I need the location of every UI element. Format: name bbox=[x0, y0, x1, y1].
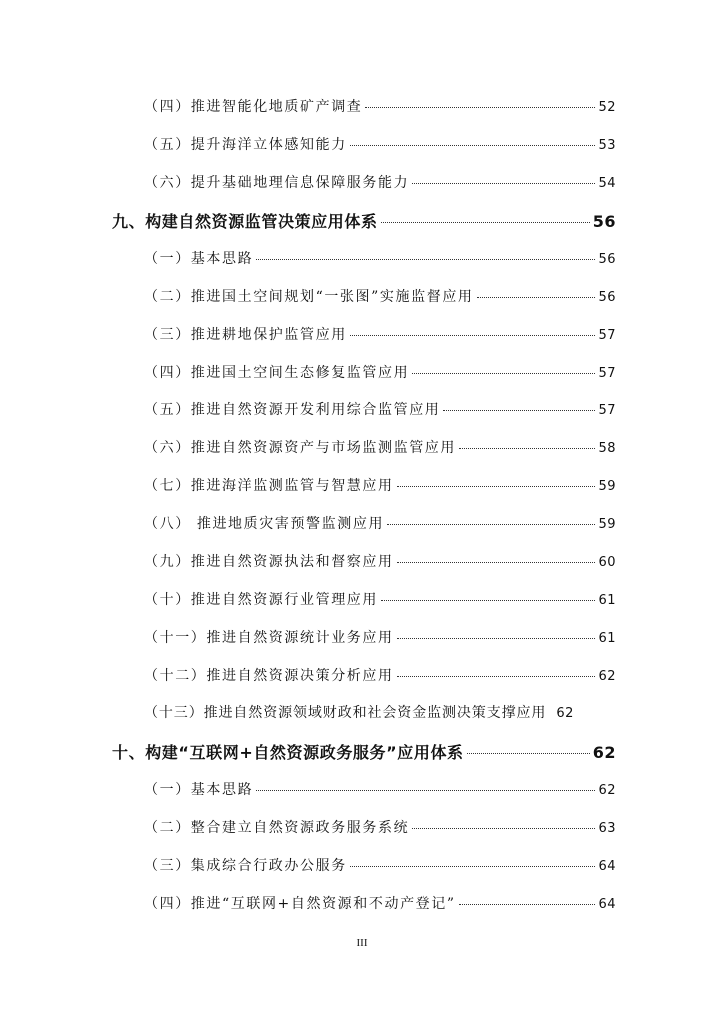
toc-chapter-entry[interactable] bbox=[112, 740, 616, 763]
toc-entry[interactable] bbox=[144, 399, 616, 419]
toc-entry[interactable] bbox=[144, 172, 616, 192]
toc-page-number: 54 bbox=[598, 176, 616, 191]
toc-page-number: 61 bbox=[598, 593, 616, 608]
toc-page-number: 62 bbox=[598, 669, 616, 684]
toc-page-number: 57 bbox=[598, 328, 616, 343]
toc-chapter-title: 九、构建自然资源监管决策应用体系 bbox=[112, 212, 378, 231]
toc-entry-title: （四）推进“互联网+自然资源和不动产登记” bbox=[144, 896, 456, 912]
toc-page-number: 59 bbox=[598, 479, 616, 494]
dot-leader bbox=[387, 524, 595, 525]
dot-leader bbox=[412, 828, 595, 829]
toc-entry[interactable] bbox=[144, 551, 616, 571]
toc-page-number: 52 bbox=[598, 100, 616, 115]
toc-entry-title: （八） 推进地质灾害预警监测应用 bbox=[144, 516, 385, 532]
dot-leader bbox=[459, 448, 595, 449]
dot-leader bbox=[381, 600, 595, 601]
toc-entry-title: （五）提升海洋立体感知能力 bbox=[144, 137, 347, 153]
dot-leader bbox=[350, 145, 596, 146]
toc-page-number: 62 bbox=[598, 783, 616, 798]
dot-leader bbox=[397, 638, 596, 639]
dot-leader bbox=[477, 297, 596, 298]
toc-page-number: 61 bbox=[598, 631, 616, 646]
toc-entry[interactable] bbox=[144, 96, 616, 116]
toc-entry-title: （十）推进自然资源行业管理应用 bbox=[144, 592, 378, 608]
toc-entry[interactable] bbox=[144, 779, 616, 799]
toc-entry[interactable] bbox=[144, 702, 616, 722]
toc-page-number: 57 bbox=[598, 366, 616, 381]
dot-leader bbox=[397, 486, 596, 487]
dot-leader bbox=[412, 183, 595, 184]
toc-entry[interactable] bbox=[144, 665, 616, 685]
toc-entry-title: （三）推进耕地保护监管应用 bbox=[144, 327, 347, 343]
toc-page-number: 56 bbox=[598, 252, 616, 267]
dot-leader bbox=[350, 866, 596, 867]
toc-entry[interactable] bbox=[144, 893, 616, 913]
toc-entry[interactable] bbox=[144, 286, 616, 306]
toc-page-number: 53 bbox=[598, 138, 616, 153]
toc-chapter-entry[interactable] bbox=[112, 209, 616, 232]
toc-page-number: 63 bbox=[598, 821, 616, 836]
toc-entry[interactable] bbox=[144, 362, 616, 382]
toc-entry-title: （九）推进自然资源执法和督察应用 bbox=[144, 554, 394, 570]
toc-entry-title: （一）基本思路 bbox=[144, 782, 254, 798]
toc-entry-title: （十二）推进自然资源决策分析应用 bbox=[144, 668, 394, 684]
toc-entry[interactable] bbox=[144, 437, 616, 457]
toc-page-number: 59 bbox=[598, 517, 616, 532]
dot-leader bbox=[381, 222, 590, 223]
toc-entry-title: （四）推进国土空间生态修复监管应用 bbox=[144, 365, 410, 381]
toc-entry[interactable] bbox=[144, 134, 616, 154]
toc-entry-title: （七）推进海洋监测监管与智慧应用 bbox=[144, 478, 394, 494]
toc-entry-title: （六）推进自然资源资产与市场监测监管应用 bbox=[144, 440, 456, 456]
dot-leader bbox=[443, 410, 595, 411]
toc-page-number: 64 bbox=[598, 859, 616, 874]
toc-entry[interactable] bbox=[144, 817, 616, 837]
toc-entry-title: （五）推进自然资源开发利用综合监管应用 bbox=[144, 402, 441, 418]
toc-page-number: 64 bbox=[598, 897, 616, 912]
toc-entry-title: （十一）推进自然资源统计业务应用 bbox=[144, 630, 394, 646]
toc-page-number: 58 bbox=[598, 441, 616, 456]
toc-entry-title: （二）整合建立自然资源政务服务系统 bbox=[144, 820, 410, 836]
toc-entry[interactable] bbox=[144, 248, 616, 268]
toc-page-number: 56 bbox=[598, 290, 616, 305]
toc-page-number: 56 bbox=[592, 212, 616, 231]
dot-leader bbox=[256, 790, 595, 791]
toc-page-number: 62 bbox=[592, 743, 616, 762]
dot-leader bbox=[365, 107, 595, 108]
toc-entry-title: （一）基本思路 bbox=[144, 251, 254, 267]
dot-leader bbox=[459, 904, 596, 905]
toc-entry-title: （三）集成综合行政办公服务 bbox=[144, 858, 347, 874]
dot-leader bbox=[350, 335, 596, 336]
toc-chapter-title: 十、构建“互联网+自然资源政务服务”应用体系 bbox=[112, 743, 464, 762]
toc-entry[interactable] bbox=[144, 589, 616, 609]
dot-leader bbox=[397, 562, 596, 563]
toc-page-number: 57 bbox=[598, 403, 616, 418]
dot-leader bbox=[467, 753, 590, 754]
toc-entry[interactable] bbox=[144, 475, 616, 495]
toc-entry-title: （四）推进智能化地质矿产调查 bbox=[144, 99, 363, 115]
toc-entry-title: （六）提升基础地理信息保障服务能力 bbox=[144, 175, 410, 191]
toc-entry-title: （十三）推进自然资源领域财政和社会资金监测决策支撑应用 bbox=[144, 705, 547, 721]
toc-entry[interactable] bbox=[144, 513, 616, 533]
dot-leader bbox=[256, 259, 595, 260]
toc-entry[interactable] bbox=[144, 627, 616, 647]
toc-page-number: 62 bbox=[556, 706, 574, 721]
page-number-footer: III bbox=[356, 937, 368, 949]
toc-page-number: 60 bbox=[598, 555, 616, 570]
dot-leader bbox=[397, 676, 596, 677]
dot-leader bbox=[412, 373, 595, 374]
toc-entry-title: （二）推进国土空间规划“一张图”实施监督应用 bbox=[144, 289, 474, 305]
toc-entry[interactable] bbox=[144, 855, 616, 875]
toc-entry[interactable] bbox=[144, 324, 616, 344]
